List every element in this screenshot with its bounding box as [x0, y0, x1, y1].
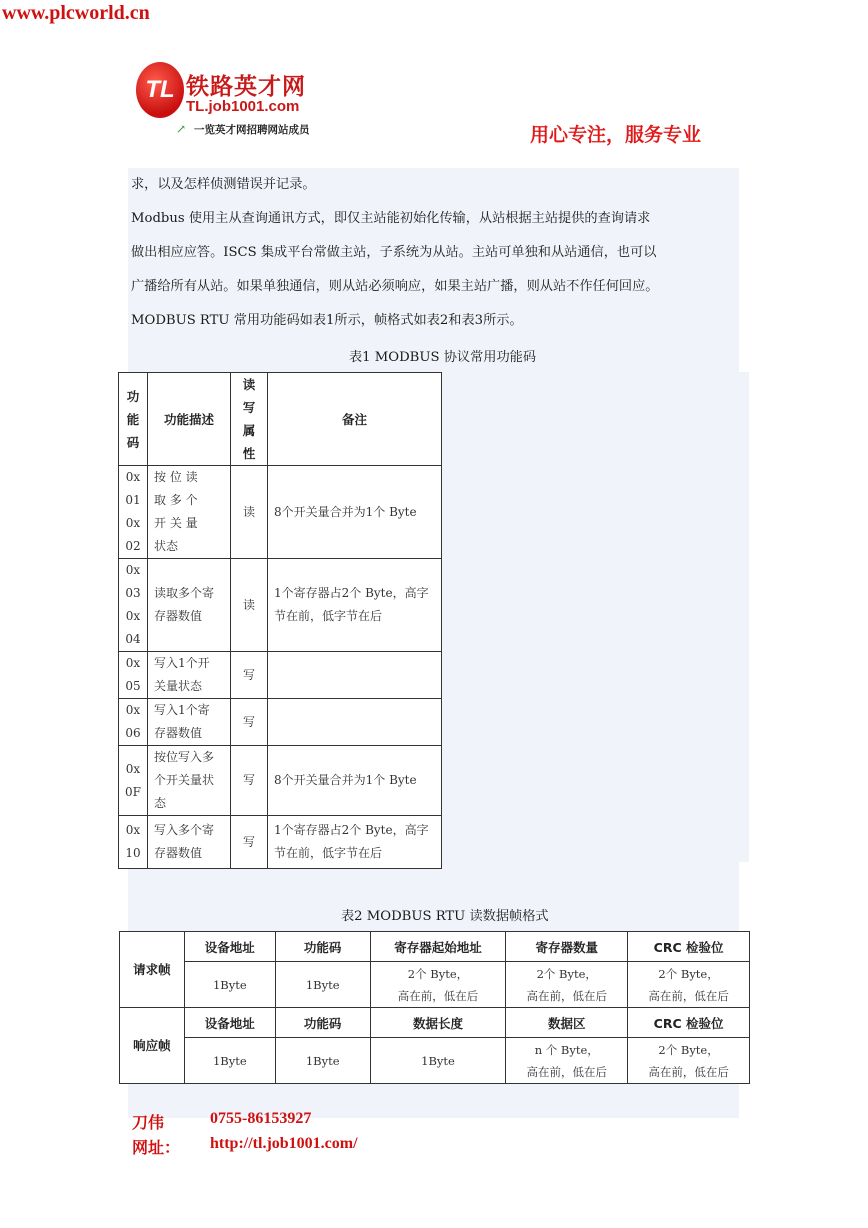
note-cell [268, 559, 442, 652]
paragraph-line: MODBUS RTU 常用功能码如表1所示，帧格式如表2和表3所示。 [131, 313, 523, 328]
desc-line: 按 位 读 [154, 470, 198, 484]
note-line: 节在前，低字节在后 [274, 846, 383, 860]
desc-line: 存器数值 [154, 846, 203, 860]
table-cell [184, 1038, 275, 1084]
footer-website-link[interactable]: http://tl.job1001.com/ [210, 1135, 358, 1152]
note-cell [268, 652, 442, 699]
function-code-cell [119, 652, 148, 699]
table-row [119, 816, 442, 869]
code-part: 0F [125, 784, 141, 799]
rw-cell: 写 [231, 699, 268, 746]
function-code-cell [119, 559, 148, 652]
table-row [119, 466, 442, 559]
desc-line: 个开关量状 [154, 773, 215, 787]
code-part: 03 [125, 586, 141, 600]
cell-line: 2个 Byte， [658, 1042, 719, 1057]
table-cell [275, 962, 370, 1008]
footer-website-label: 网址： [132, 1140, 181, 1157]
frame-format-table [119, 931, 750, 1084]
desc-line: 取 多 个 [154, 493, 198, 507]
rw-cell: 读 [231, 559, 268, 652]
table-cell [275, 1038, 370, 1084]
table-row [120, 1038, 750, 1084]
header-rw-char: 属 [242, 423, 256, 438]
cell-line: 1Byte [421, 1053, 455, 1068]
column-header: 设备地址 [184, 932, 275, 962]
table-header-row [119, 373, 442, 466]
cell-line: 1Byte [212, 1053, 247, 1068]
response-frame-label: 响应帧 [120, 1008, 185, 1084]
note-line: 1个寄存器占2个 Byte，高字 [274, 586, 429, 600]
function-desc-cell [148, 466, 231, 559]
function-desc-cell [148, 699, 231, 746]
cell-line: 1Byte [305, 1053, 340, 1068]
desc-line: 开 关 量 [154, 516, 198, 530]
note-line: 8个开关量合并为1个 Byte [274, 504, 417, 519]
site-url-link[interactable]: www.plcworld.cn [2, 2, 150, 24]
table-row [120, 1008, 750, 1038]
table-row [119, 652, 442, 699]
cell-line: 2个 Byte， [658, 966, 719, 981]
column-header: CRC 检验位 [628, 932, 750, 962]
code-part: 0x [125, 703, 141, 717]
header-rw-char: 写 [242, 400, 256, 415]
column-header: 功能码 [275, 1008, 370, 1038]
code-part: 04 [125, 632, 141, 646]
desc-line: 写入多个寄 [154, 823, 215, 837]
cell-line: 1Byte [305, 977, 340, 992]
rw-cell: 写 [231, 652, 268, 699]
header-code-char: 码 [126, 434, 140, 450]
logo-tagline: 一览英才网招聘网站成员 [194, 124, 310, 136]
swoosh-icon: ↗ [176, 122, 187, 136]
desc-line: 存器数值 [154, 609, 203, 623]
code-part: 0x [125, 470, 141, 484]
column-header: 寄存器数量 [506, 932, 628, 962]
column-header: 数据长度 [370, 1008, 506, 1038]
desc-line: 状态 [154, 539, 179, 553]
note-line: 1个寄存器占2个 Byte，高字 [274, 823, 429, 837]
cell-line: n 个 Byte， [534, 1042, 599, 1057]
rw-cell: 读 [231, 466, 268, 559]
table-cell [506, 962, 628, 1008]
slogan: 用心专注，服务专业 [530, 124, 702, 146]
table-row [119, 746, 442, 816]
desc-line: 态 [154, 796, 167, 810]
code-part: 0x [125, 761, 141, 776]
cell-line: 2个 Byte， [536, 966, 597, 981]
function-desc-cell [148, 652, 231, 699]
code-part: 0x [125, 516, 141, 530]
paragraph-line: Modbus 使用主从查询通讯方式，即仅主站能初始化传输，从站根据主站提供的查询请求 [131, 211, 651, 226]
request-frame-label: 请求帧 [120, 932, 185, 1008]
code-part: 0x [125, 609, 141, 623]
function-code-table [118, 372, 442, 869]
cell-line: 高在前，低在后 [397, 988, 479, 1003]
code-part: 05 [125, 679, 141, 693]
code-part: 02 [125, 539, 141, 553]
table2-caption: 表2 MODBUS RTU 读数据帧格式 [341, 909, 549, 924]
note-cell [268, 466, 442, 559]
code-part: 0x [125, 656, 141, 670]
code-part: 06 [125, 726, 141, 740]
paragraph-line: 广播给所有从站。如果单独通信，则从站必须响应，如果主站广播，则从站不作任何回应。 [131, 279, 659, 294]
table-row [119, 559, 442, 652]
function-code-cell [119, 466, 148, 559]
logo-domain: TL.job1001.com [186, 98, 300, 115]
table-row [120, 932, 750, 962]
table-row [120, 962, 750, 1008]
footer-contact-label: 刀伟 [132, 1115, 165, 1132]
column-header: 设备地址 [184, 1008, 275, 1038]
code-part: 0x [125, 563, 141, 577]
function-desc-cell [148, 746, 231, 816]
table-cell [370, 1038, 506, 1084]
code-part: 0x [125, 823, 141, 837]
desc-line: 读取多个寄 [154, 586, 215, 600]
function-desc-cell [148, 559, 231, 652]
desc-line: 关量状态 [154, 679, 203, 693]
function-code-cell [119, 699, 148, 746]
paragraph-line: 求，以及怎样侦测错误并记录。 [131, 177, 316, 192]
cell-line: 高在前，低在后 [648, 988, 729, 1003]
cell-line: 高在前，低在后 [526, 1064, 607, 1079]
table-cell [628, 962, 750, 1008]
footer-contact-value: 0755-86153927 [210, 1110, 312, 1127]
logo-mark: TL [136, 62, 184, 118]
header-code-char: 功 [126, 388, 140, 404]
table-cell [628, 1038, 750, 1084]
header-rw [231, 373, 268, 466]
function-desc-cell [148, 816, 231, 869]
code-part: 10 [125, 846, 141, 860]
desc-line: 写入1个开 [154, 656, 210, 670]
note-cell [268, 699, 442, 746]
column-header: CRC 检验位 [628, 1008, 750, 1038]
note-line: 8个开关量合并为1个 Byte [274, 773, 417, 787]
function-code-cell [119, 746, 148, 816]
footer-website [132, 1135, 358, 1158]
column-header: 寄存器起始地址 [370, 932, 506, 962]
header-code-char: 能 [126, 411, 140, 427]
table-cell [184, 962, 275, 1008]
function-code-cell [119, 816, 148, 869]
column-header: 数据区 [506, 1008, 628, 1038]
desc-line: 写入1个寄 [154, 703, 210, 717]
table-cell [370, 962, 506, 1008]
column-header: 功能码 [275, 932, 370, 962]
table1-caption: 表1 MODBUS 协议常用功能码 [349, 350, 537, 365]
logo-name: 铁路英才网 [186, 74, 306, 100]
cell-line: 2个 Byte， [407, 966, 469, 981]
table-cell [506, 1038, 628, 1084]
note-cell [268, 746, 442, 816]
rw-cell: 写 [231, 746, 268, 816]
note-cell [268, 816, 442, 869]
code-part: 01 [125, 493, 141, 507]
desc-line: 存器数值 [154, 726, 203, 740]
header-code [119, 373, 148, 466]
cell-line: 1Byte [212, 977, 247, 992]
header-desc: 功能描述 [148, 373, 231, 466]
header-rw-char: 性 [242, 446, 256, 461]
rw-cell: 写 [231, 816, 268, 869]
company-logo [136, 60, 336, 140]
cell-line: 高在前，低在后 [648, 1064, 729, 1079]
table-row [119, 699, 442, 746]
paragraph-line: 做出相应应答。ISCS 集成平台常做主站，子系统为从站。主站可单独和从站通信，也可以 [131, 245, 657, 260]
content-background-strip [440, 372, 749, 862]
header-note: 备注 [268, 373, 442, 466]
desc-line: 按位写入多 [154, 750, 215, 764]
cell-line: 高在前，低在后 [526, 988, 607, 1003]
note-line: 节在前，低字节在后 [274, 609, 383, 623]
header-rw-char: 读 [242, 377, 256, 392]
footer-contact [132, 1110, 312, 1133]
